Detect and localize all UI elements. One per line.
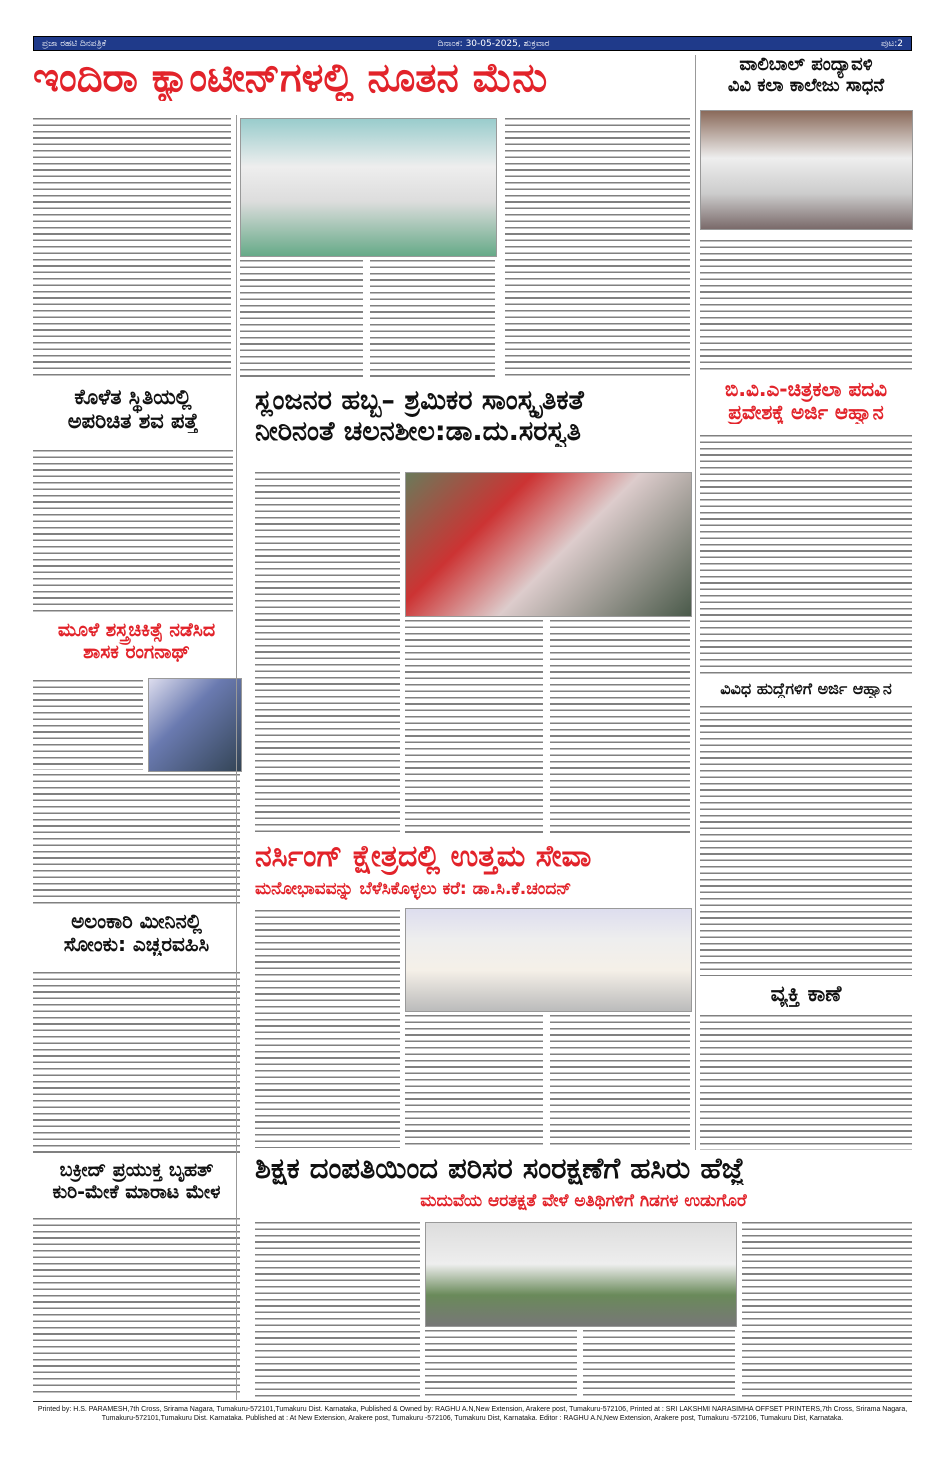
issue-date: ದಿನಾಂಕ: 30-05-2025, ಶುಕ್ರವಾರ (437, 38, 550, 49)
headline-line: ಬಕ್ರೀದ್ ಪ್ರಯುಕ್ತ ಬೃಹತ್ (59, 1160, 214, 1181)
article-text (700, 435, 912, 675)
headline-line: ಸೋಂಕು: ಎಚ್ಚರವಹಿಸಿ (63, 932, 210, 956)
headline-line: ಶಾಸಕ ರಂಗನಾಥ್ (83, 640, 190, 663)
article-text (33, 680, 143, 770)
article-text (550, 1015, 690, 1147)
article-text (700, 706, 912, 976)
headline-line: ವಿವಿ ಕಲಾ ಕಾಲೇಜು ಸಾಧನೆ (727, 74, 885, 96)
headline-teacher-couple: ಶಿಕ್ಷಕ ದಂಪತಿಯಿಂದ ಪರಿಸರ ಸಂರಕ್ಷಣೆಗೆ ಹಸಿರು ಹೆಜ್ಜೆ (255, 1152, 745, 1185)
nurses-photo (405, 908, 692, 1012)
volleyball-team-photo (700, 110, 913, 230)
headline-line: ಅಪರಿಚಿತ ಶವ ಪತ್ತೆ (67, 409, 199, 434)
article-text (700, 1015, 912, 1150)
surgery-photo (148, 678, 242, 772)
headline-line: ಪ್ರವೇಶಕ್ಕೆ ಅರ್ಜಿ ಆಹ್ವಾನ (728, 400, 884, 424)
article-text (742, 1222, 912, 1398)
folk-dance-photo (405, 472, 692, 617)
headline-line: ಕೊಳೆತ ಸ್ಥಿತಿಯಲ್ಲಿ (74, 385, 192, 409)
article-text (240, 260, 363, 378)
column-divider (695, 55, 696, 1150)
article-text (550, 620, 690, 834)
masthead-bar (33, 36, 912, 51)
headline-line: ಕುರಿ-ಮೇಕೆ ಮಾರಾಟ ಮೇಳ (52, 1180, 221, 1203)
page-number: ಪುಟ:2 (881, 38, 903, 49)
headline-bva-admission (700, 378, 912, 424)
article-text (33, 972, 240, 1155)
headline-surgery (33, 620, 240, 664)
article-text (33, 450, 233, 615)
headline-line: ಮೂಳೆ ಶಸ್ತ್ರಚಿಕಿತ್ಸೆ ನಡೆಸಿದ (57, 620, 216, 641)
headline-line: ಬಿ.ವಿ.ಎ-ಚಿತ್ರಕಲಾ ಪದವಿ (724, 378, 888, 401)
plant-gift-photo (425, 1222, 737, 1327)
article-text (425, 1330, 577, 1398)
paper-name: ಪ್ರಜಾ ರಹಟಿ ದಿನಪತ್ರಿಕೆ (42, 38, 107, 49)
headline-bakrid (33, 1160, 240, 1204)
article-text (33, 774, 240, 904)
column-divider (236, 115, 237, 1400)
headline-line: ಸ್ಲಂಜನರ ಹಬ್ಬ– ಶ್ರಮಿಕರ ಸಾಂಸ್ಕೃತಿಕತೆ (255, 385, 584, 416)
article-text (33, 118, 231, 380)
headline-line: ನೀರಿನಂತೆ ಚಲನಶೀಲ:ಡಾ.ದು.ಸರಸ್ವತಿ (255, 416, 581, 448)
headline-body-found (33, 385, 233, 433)
canteen-photo (240, 118, 497, 257)
article-text (405, 1015, 543, 1147)
headline-fish-infection (33, 910, 240, 956)
subheadline-nursing: ಮನೋಭಾವವನ್ನು ಬೆಳೆಸಿಕೊಳ್ಳಲು ಕರೆ: ಡಾ.ಸಿ.ಕೆ.ಚಂದನ್ (255, 880, 572, 899)
article-text (505, 118, 690, 378)
headline-line: ವಾಲಿಬಾಲ್ ಪಂದ್ಯಾವಳಿ (739, 55, 873, 75)
article-text (255, 1222, 420, 1398)
article-text (255, 472, 400, 834)
article-text (255, 910, 400, 1148)
article-text (583, 1330, 735, 1398)
headline-line: ಅಲಂಕಾರಿ ಮೀನಿನಲ್ಲಿ (71, 910, 202, 933)
headline-posts: ವಿವಿಧ ಹುದ್ದೆಗಳಿಗೆ ಅರ್ಜಿ ಆಹ್ವಾನ (720, 680, 892, 698)
headline-volleyball (700, 55, 912, 96)
headline-nursing: ನರ್ಸಿಂಗ್ ಕ್ಷೇತ್ರದಲ್ಲಿ ಉತ್ತಮ ಸೇವಾ (255, 840, 592, 874)
imprint-footer: Printed by: H.S. PARAMESH,7th Cross, Srirama Nagara, Tumakuru-572101,Tumakuru Dist. Karnataka, Published & Owned by: RAGHU A.N,New Extension, Arakere post, Tumakuru-572106, Printed at : SRI LAKSHMI NARASIMHA OFFSET PRINTERS,7th Cross, Srirama Nagara, Tumakuru-572101,Tumakuru Dist. Karnataka. Published at : At New Extension, Arakere post, Tumakuru -572106, Tumakuru Dist, Karnataka. Editor : RAGHU A.N,New Extension, Arakere post, Tumakuru -572106, Tumakuru Dist, Karnataka. (37, 1406, 908, 1423)
article-text (700, 240, 912, 370)
headline-missing-person: ವ್ಯಕ್ತಿ ಕಾಣೆ (770, 982, 842, 1007)
headline-slum-festival (255, 385, 690, 447)
article-text (370, 260, 495, 378)
subheadline-teacher-couple: ಮದುವೆಯ ಆರತಕ್ಷತೆ ವೇಳೆ ಅತಿಥಿಗಳಿಗೆ ಗಿಡಗಳ ಉಡುಗೊರೆ (420, 1192, 747, 1211)
footer-divider (33, 1401, 912, 1402)
article-text (33, 1218, 240, 1396)
article-text (405, 620, 543, 834)
headline-canteen: ಇಂದಿರಾ ಕ್ಯಾಂಟೀನ್‌ಗಳಲ್ಲಿ ನೂತನ ಮೆನು (33, 55, 548, 101)
